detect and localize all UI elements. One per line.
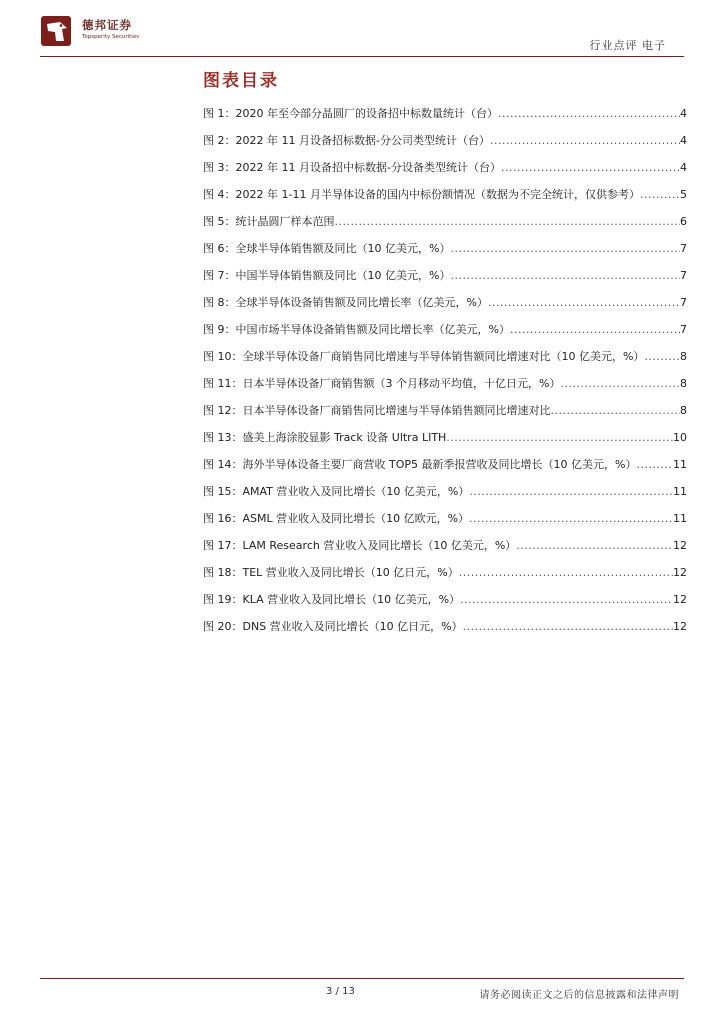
toc-entry-label: 图 1：2020 年至今部分晶圆厂的设备招中标数量统计（台） (203, 107, 498, 120)
toc-entry-page: 7 (680, 269, 687, 282)
toc-entry-label: 图 5：统计晶圆厂样本范围 (203, 215, 335, 228)
toc-entry[interactable] (203, 402, 687, 429)
toc-entry-page: 12 (673, 620, 687, 633)
toc-entry-label: 图 7：中国半导体销售额及同比（10 亿美元，%） (203, 269, 451, 282)
toc-entry-label: 图 15：AMAT 营业收入及同比增长（10 亿美元，%） (203, 485, 470, 498)
company-logo (40, 14, 160, 50)
toc-entry-page: 11 (673, 458, 687, 471)
toc-dot-leader (498, 107, 680, 120)
toc-dot-leader (469, 512, 673, 525)
toc-dot-leader (644, 350, 680, 363)
toc-dot-leader (450, 242, 680, 255)
toc-dot-leader (459, 566, 673, 579)
toc-entry-label: 图 12：日本半导体设备厂商销售同比增速与半导体销售额同比增速对比 (203, 404, 551, 417)
toc-dot-leader (335, 215, 681, 228)
toc-entry[interactable] (203, 105, 687, 132)
toc-entry[interactable] (203, 240, 687, 267)
toc-entry-label: 图 4：2022 年 1-11 月半导体设备的国内中标份额情况（数据为不完全统计，仅供参考） (203, 188, 640, 201)
toc-entry-label: 图 11：日本半导体设备厂商销售额（3 个月移动平均值，十亿日元，%） (203, 377, 561, 390)
toc-dot-leader (450, 269, 680, 282)
toc-dot-leader (516, 539, 673, 552)
toc-entry-page: 8 (680, 350, 687, 363)
toc-entry-page: 12 (673, 566, 687, 579)
toc-entry[interactable] (203, 618, 687, 645)
toc-entry[interactable] (203, 321, 687, 348)
toc-entry-page: 4 (680, 134, 687, 147)
toc-entry-label: 图 2：2022 年 11 月设备招标数据-分公司类型统计（台） (203, 134, 490, 147)
toc-entry-page: 8 (680, 404, 687, 417)
toc-entry[interactable] (203, 564, 687, 591)
toc-entry-page: 8 (680, 377, 687, 390)
toc-dot-leader (446, 431, 673, 444)
toc-entry-label: 图 10：全球半导体设备厂商销售同比增速与半导体销售额同比增速对比（10 亿美元，%） (203, 350, 645, 363)
toc-entry-page: 12 (673, 539, 687, 552)
toc-dot-leader (488, 296, 680, 309)
toc-entry-page: 7 (680, 296, 687, 309)
toc-dot-leader (490, 134, 680, 147)
toc-entry[interactable] (203, 591, 687, 618)
company-logo-icon (40, 14, 74, 48)
toc-dot-leader (560, 377, 680, 390)
footer-disclaimer: 请务必阅读正文之后的信息披露和法律声明 (479, 990, 679, 1001)
toc-title: 图表目录 (203, 71, 279, 91)
toc-entry[interactable] (203, 348, 687, 375)
toc-entry-page: 4 (680, 161, 687, 174)
toc-dot-leader (636, 458, 673, 471)
toc-entry[interactable] (203, 537, 687, 564)
toc-entry-page: 4 (680, 107, 687, 120)
toc-entry-page: 11 (673, 512, 687, 525)
toc-entry-page: 10 (673, 431, 687, 444)
brand-name-cn: 德邦证券 (82, 18, 132, 32)
toc-entry[interactable] (203, 510, 687, 537)
toc-entry-label: 图 18：TEL 营业收入及同比增长（10 亿日元，%） (203, 566, 459, 579)
toc-dot-leader (640, 188, 680, 201)
toc-dot-leader (501, 161, 680, 174)
toc-entry-label: 图 3：2022 年 11 月设备招中标数据-分设备类型统计（台） (203, 161, 501, 174)
toc-entry-label: 图 20：DNS 营业收入及同比增长（10 亿日元，%） (203, 620, 463, 633)
toc-entry-page: 12 (673, 593, 687, 606)
toc-entry[interactable] (203, 483, 687, 510)
toc-dot-leader (551, 404, 681, 417)
toc-dot-leader (469, 485, 673, 498)
toc-entry-label: 图 13：盛美上海涂胶显影 Track 设备 Ultra LITH (203, 431, 447, 444)
toc-entry[interactable] (203, 429, 687, 456)
toc-entry[interactable] (203, 159, 687, 186)
brand-name-en: Topsperity Securities (82, 34, 140, 40)
toc-entry-label: 图 14：海外半导体设备主要厂商营收 TOP5 最新季报营收及同比增长（10 亿美元，%） (203, 458, 637, 471)
page-number: 3 / 13 (326, 986, 355, 997)
toc-entry-page: 7 (680, 323, 687, 336)
toc-entry-page: 6 (680, 215, 687, 228)
toc-entry-label: 图 16：ASML 营业收入及同比增长（10 亿欧元，%） (203, 512, 470, 525)
footer-divider (40, 978, 684, 979)
toc-list (203, 105, 687, 645)
toc-entry[interactable] (203, 375, 687, 402)
toc-entry[interactable] (203, 186, 687, 213)
toc-entry-page: 7 (680, 242, 687, 255)
toc-dot-leader (510, 323, 680, 336)
toc-entry[interactable] (203, 213, 687, 240)
toc-entry-label: 图 9：中国市场半导体设备销售额及同比增长率（亿美元，%） (203, 323, 510, 336)
toc-entry-page: 11 (673, 485, 687, 498)
toc-entry[interactable] (203, 456, 687, 483)
toc-entry[interactable] (203, 267, 687, 294)
document-category: 行业点评 电子 (589, 39, 666, 52)
toc-entry-label: 图 8：全球半导体设备销售额及同比增长率（亿美元，%） (203, 296, 488, 309)
toc-entry-label: 图 19：KLA 营业收入及同比增长（10 亿美元，%） (203, 593, 461, 606)
header-divider (40, 56, 684, 57)
toc-entry-page: 5 (680, 188, 687, 201)
toc-dot-leader (460, 593, 673, 606)
toc-entry-label: 图 6：全球半导体销售额及同比（10 亿美元，%） (203, 242, 451, 255)
toc-entry[interactable] (203, 132, 687, 159)
toc-dot-leader (463, 620, 673, 633)
toc-entry-label: 图 17：LAM Research 营业收入及同比增长（10 亿美元，%） (203, 539, 517, 552)
toc-entry[interactable] (203, 294, 687, 321)
